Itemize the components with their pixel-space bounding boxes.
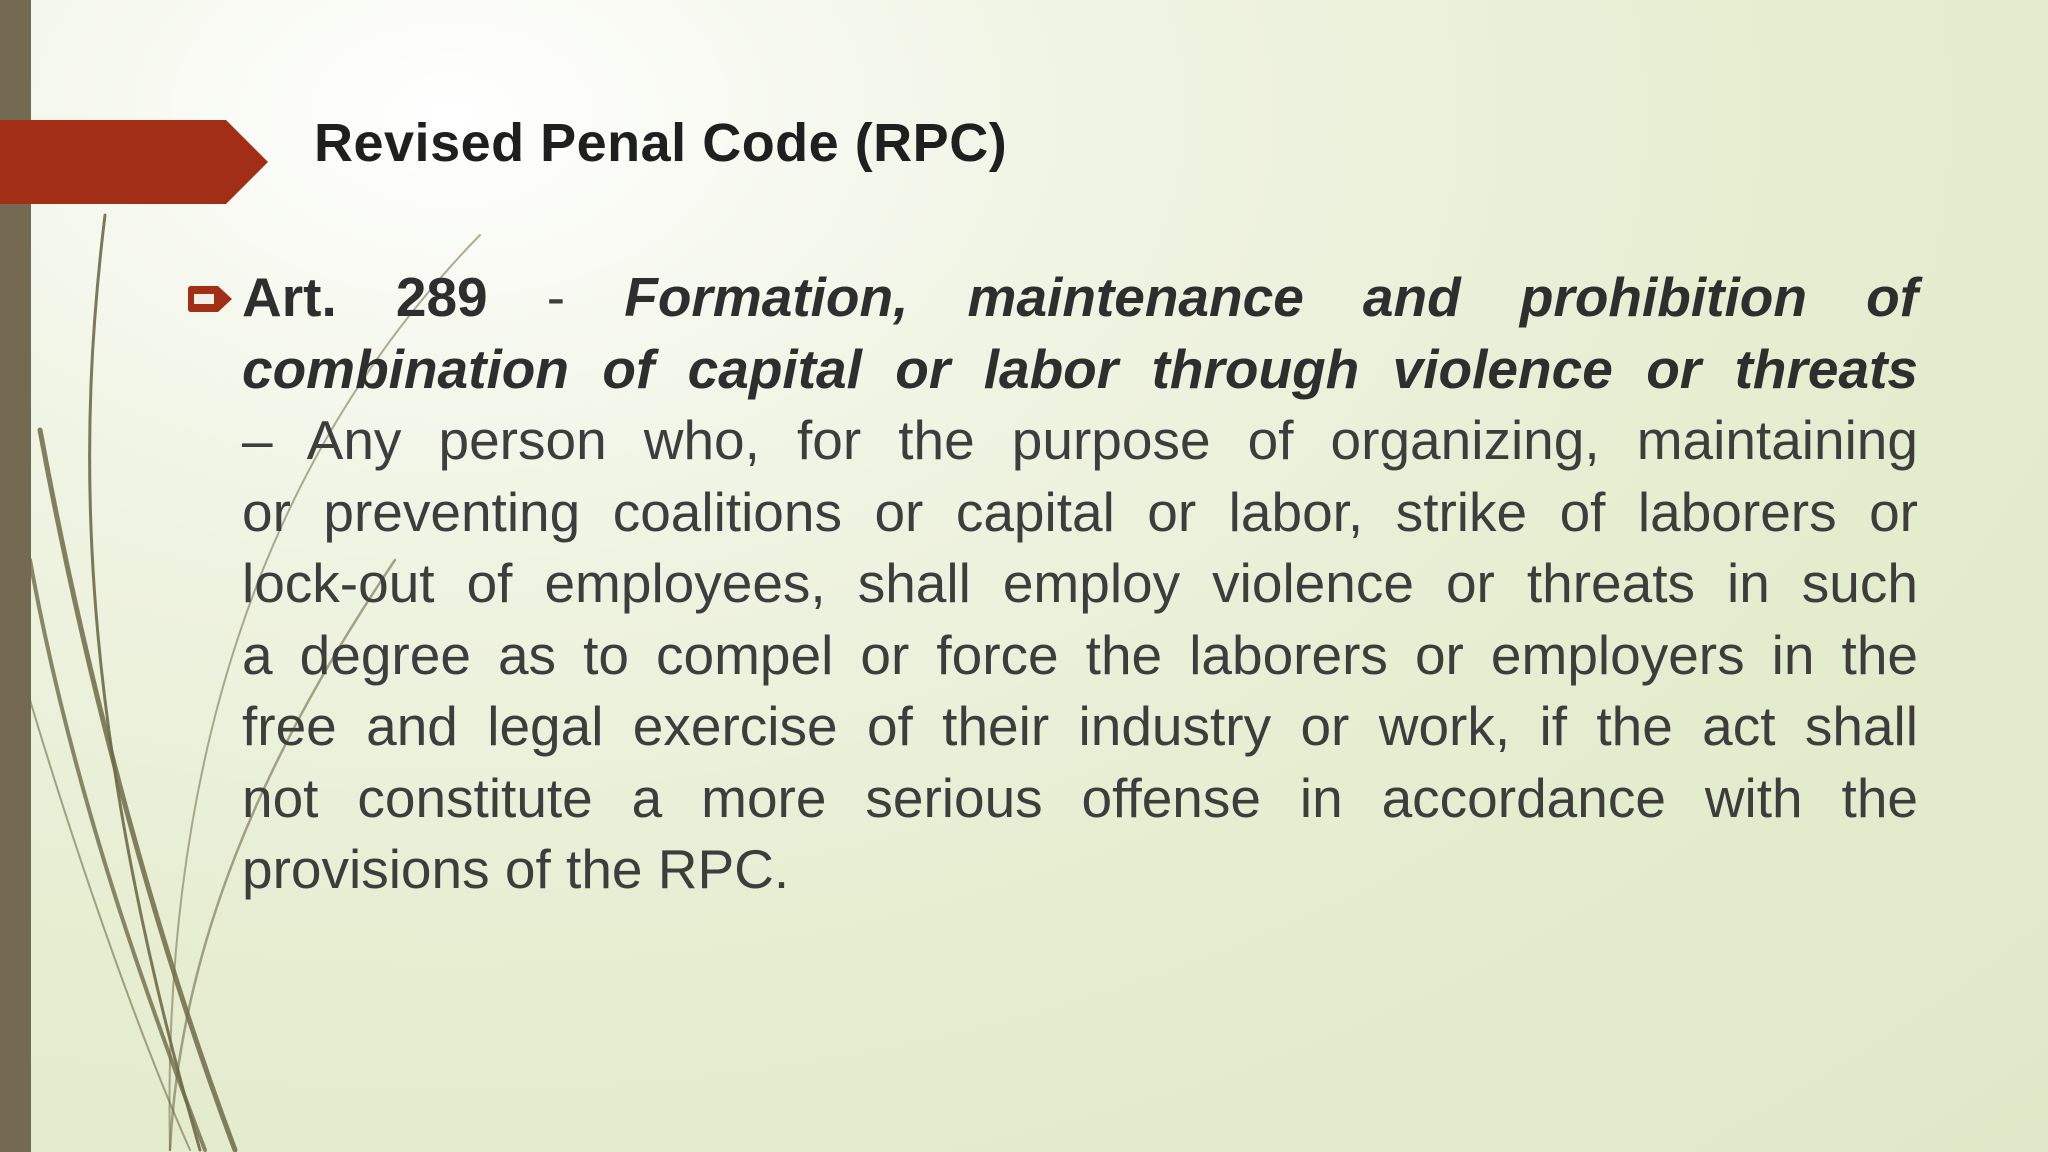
article-body-line: – Any person who, for the purpose of organizing, maintaining	[242, 409, 1918, 471]
article-title-word: of	[1866, 266, 1919, 328]
article-title-line-2: combination of capital or labor through violence or threats	[242, 337, 1918, 400]
article-body-line: not constitute a more serious offense in accordance with the	[242, 766, 1918, 829]
article-body-line: a degree as to compel or force the laborers or employers in the	[242, 623, 1918, 686]
article-number: Art. 289	[242, 266, 488, 328]
article-body-line: provisions of the RPC.	[242, 838, 790, 900]
article-heading-line	[242, 262, 1918, 334]
article-body-line: or preventing coalitions or capital or labor, strike of laborers or	[242, 480, 1918, 543]
article-body-line: free and legal exercise of their industry or work, if the act shall	[242, 695, 1918, 757]
article-separator: -	[546, 266, 566, 328]
title-accent-tab	[0, 120, 268, 204]
article-title-word: maintenance	[967, 266, 1304, 328]
slide-title: Revised Penal Code (RPC)	[314, 113, 1008, 173]
article-title-word: and prohibition	[1362, 266, 1807, 328]
article-paragraph	[242, 262, 1918, 906]
article-title-word: Formation,	[624, 266, 909, 328]
arrow-bullet-icon	[188, 286, 232, 312]
article-body-line: lock-out of employees, shall employ violence or threats in such	[242, 552, 1918, 614]
